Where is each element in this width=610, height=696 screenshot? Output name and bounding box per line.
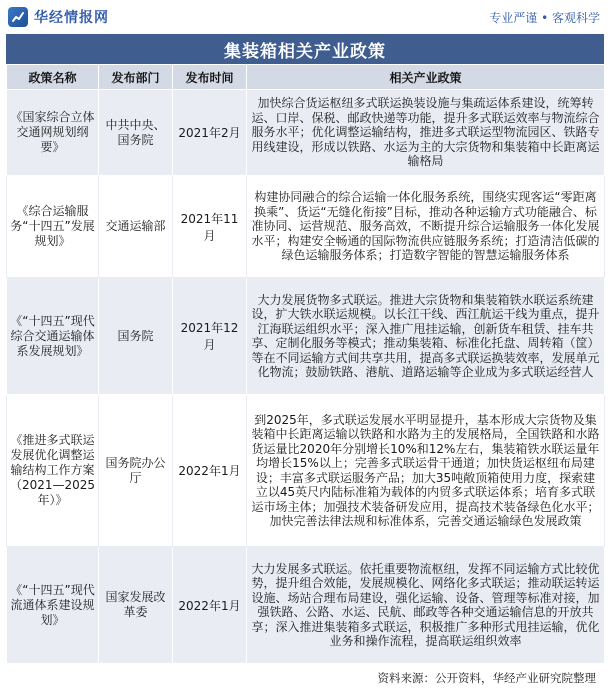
policy-name: 《推进多式联运发展优化调整运输结构工作方案（2021—2025年）》: [7, 395, 99, 547]
policy-date: 2021年2月: [173, 90, 247, 176]
brand-logo: [8, 7, 109, 27]
policy-content: 到2025年，多式联运发展水平明显提升，基本形成大宗货物及集装箱中长距离运输以铁路和水路为主的发展格局，全国铁路和水路货运量比2020年分别增长10%和12%左右，集装箱铁水联运量年均增长15%以上；完善多式联运骨干通道；加快货运枢纽布局建设；丰富多式联运服务产品；加大35吨敞顶箱使用力度，探索建立以45英尺内陆标准箱为载体的内贸多式联运体系；培育多式联运市场主体；加强技术装备研发应用，提高技术装备绿色化水平；加快完善法律法规和标准体系，完善交通运输绿色发展政策: [247, 395, 605, 547]
brand-logo-icon: [8, 7, 28, 27]
policy-content: 构建协同融合的综合运输一体化服务系统，围绕实现客运“零距离换乘”、货运“无缝化衔接”目标，推动各种运输方式功能融合、标准协同、运营规范、服务高效，不断提升综合运输服务一体化发展水平；构建安全畅通的国际物流供应链服务系统；打造清洁低碳的绿色运输服务体系；打造数字智能的智慧运输服务体系: [247, 176, 605, 278]
policy-name: 《“十四五”现代综合交通运输体系发展规划》: [7, 278, 99, 395]
policy-dept: 中共中央、国务院: [99, 90, 173, 176]
source-note: 资料来源：公开资料，华经产业研究院整理: [377, 671, 596, 685]
policy-dept: 国务院: [99, 278, 173, 395]
brand-name: 华经情报网: [34, 10, 109, 26]
table-row: [7, 90, 605, 176]
table-header-row: [7, 65, 605, 90]
policy-name: 《综合运输服务“十四五”发展规划》: [7, 176, 99, 278]
policy-date: 2021年12月: [173, 278, 247, 395]
policy-date: 2022年1月: [173, 395, 247, 547]
column-header-date: 发布时间: [173, 65, 247, 90]
table-row: [7, 176, 605, 278]
policy-content: 大力发展多式联运。依托重要物流枢纽，发挥不同运输方式比较优势，提升组合效能，发展规模化、网络化多式联运；推动联运转运设施、场站合理布局建设，强化运输、设备、管理等标准对接，加强铁路、公路、水运、民航、邮政等各种交通运输信息的开放共享；深入推进集装箱多式联运，积极推广多种形式甩挂运输，优化业务和操作流程，提高联运组织效率: [247, 547, 605, 664]
brand-tagline: 专业严谨 • 客观科学: [489, 10, 600, 25]
page-title: 集装箱相关产业政策: [6, 34, 604, 64]
policy-date: 2022年1月: [173, 547, 247, 664]
table-row: [7, 278, 605, 395]
column-header-content: 相关产业政策: [247, 65, 605, 90]
policy-table: [6, 64, 605, 664]
policy-name: 《国家综合立体交通网规划纲要》: [7, 90, 99, 176]
policy-dept: 交通运输部: [99, 176, 173, 278]
policy-name: 《“十四五”现代流通体系建设规划》: [7, 547, 99, 664]
column-header-name: 政策名称: [7, 65, 99, 90]
policy-date: 2021年11月: [173, 176, 247, 278]
policy-dept: 国务院办公厅: [99, 395, 173, 547]
column-header-dept: 发布部门: [99, 65, 173, 90]
table-row: [7, 395, 605, 547]
policy-dept: 国家发展改革委: [99, 547, 173, 664]
policy-content: 大力发展货物多式联运。推进大宗货物和集装箱铁水联运系统建设，扩大铁水联运规模。以长江干线、西江航运干线为重点，提升江海联运组织水平；深入推广甩挂运输，创新货车租赁、挂车共享、定制化服务等模式；推动集装箱、标准化托盘、周转箱（筐）等在不同运输方式间共享共用，提高多式联运换装效率，发展单元化物流；鼓励铁路、港航、道路运输等企业成为多式联运经营人: [247, 278, 605, 395]
header-bar: [0, 0, 610, 34]
policy-content: 加快综合货运枢纽多式联运换装设施与集疏运体系建设，统筹转运、口岸、保税、邮政快递等功能，提升多式联运效率与物流综合服务水平；优化调整运输结构，推进多式联运型物流园区、铁路专用线建设，形成以铁路、水运为主的大宗货物和集装箱中长距离运输格局: [247, 90, 605, 176]
table-row: [7, 547, 605, 664]
